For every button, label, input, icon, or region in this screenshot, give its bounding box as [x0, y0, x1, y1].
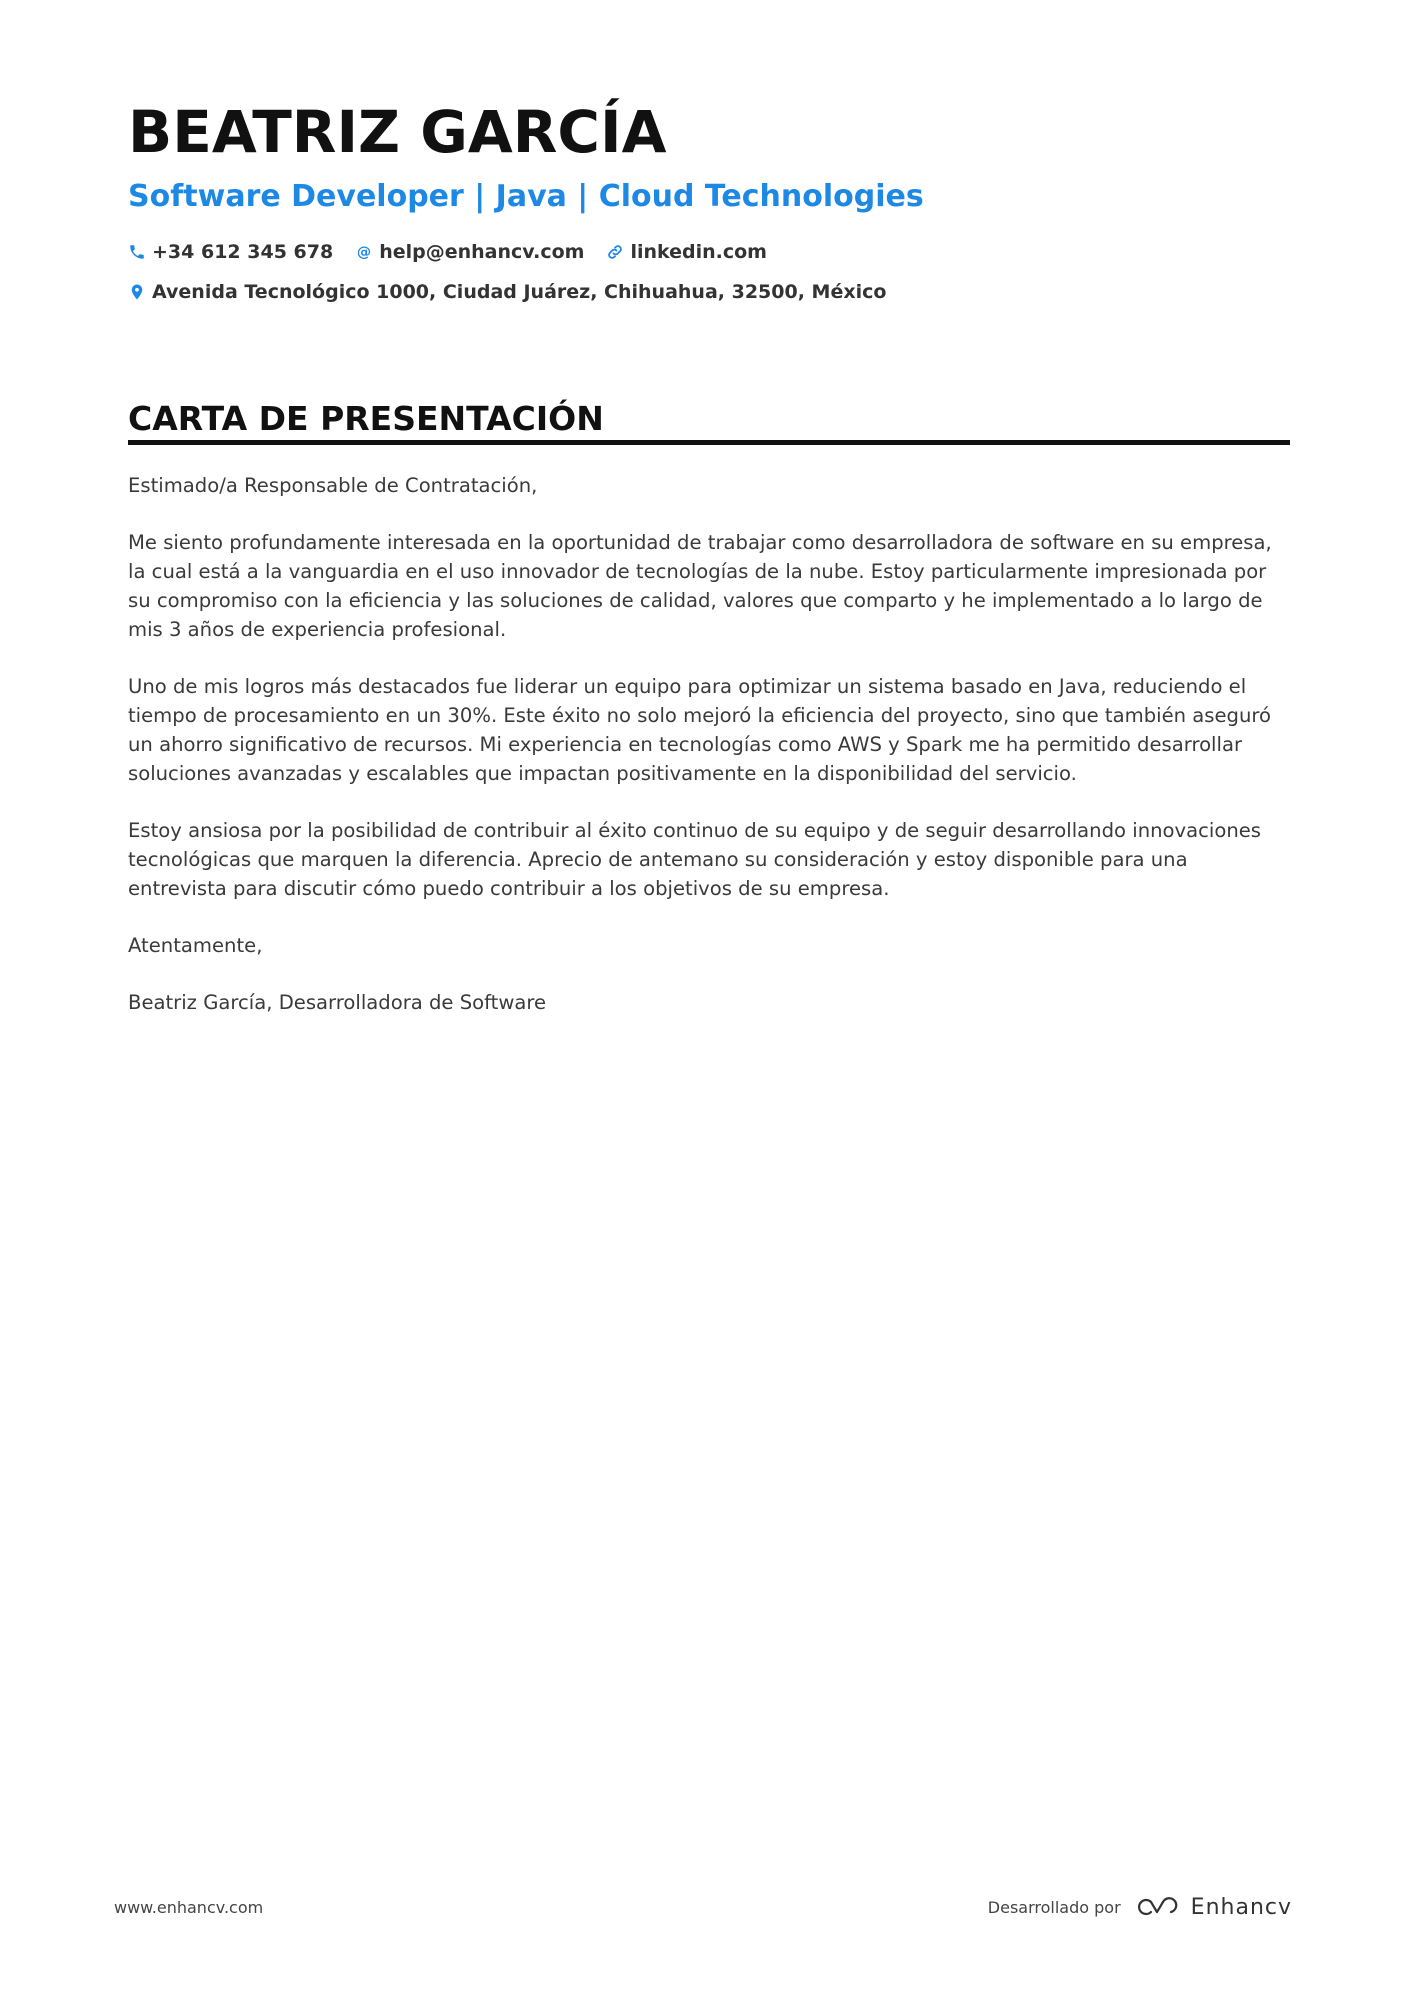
letter-paragraph: Me siento profundamente interesada en la oportunidad de trabajar como desarrolladora de software en su empresa, la cual está a la vanguardia en el uso innovador de tecnologías de la nube. Estoy particularmente impresionada por su compromiso con la eficiencia y las soluciones de calidad, valores que comparto y he implementado a lo largo de mis 3 años de experiencia profesional.	[128, 531, 1272, 642]
letter-greeting: Estimado/a Responsable de Contratación,	[128, 474, 538, 498]
linkedin-link[interactable]: linkedin.com	[630, 240, 767, 263]
letter-closing: Atentamente,	[128, 934, 263, 958]
phone-icon	[128, 243, 146, 261]
letter-paragraph: Uno de mis logros más destacados fue liderar un equipo para optimizar un sistema basado en Java, reduciendo el tiempo de procesamiento en un 30%. Este éxito no solo mejoró la eficiencia del proyecto, sino que también aseguró un ahorro significativo de recursos. Mi experiencia en tecnologías como AWS y Spark me ha permitido desarrollar soluciones avanzadas y escalables que impactan positivamente en la disponibilidad del servicio.	[128, 675, 1272, 786]
candidate-title: Software Developer | Java | Cloud Technologies	[128, 178, 924, 214]
location-pin-icon	[128, 283, 146, 301]
cover-letter-page	[128, 96, 1290, 1045]
link-icon	[606, 243, 624, 261]
phone-number: +34 612 345 678	[152, 240, 334, 263]
svg-text:@: @	[357, 244, 372, 260]
contact-row-primary	[128, 237, 1290, 267]
contact-email[interactable]	[355, 241, 584, 263]
contact-row-address	[128, 277, 1290, 307]
contact-linkedin[interactable]	[606, 241, 767, 263]
footer-website-link[interactable]: www.enhancv.com	[114, 1897, 264, 1917]
letter-signature: Beatriz García, Desarrolladora de Software	[128, 991, 547, 1015]
candidate-name: BEATRIZ GARCÍA	[128, 98, 667, 166]
contact-phone	[128, 241, 333, 263]
powered-by-label: Desarrollado por	[987, 1897, 1121, 1917]
letter-body	[128, 471, 1290, 1017]
enhancv-logo-icon[interactable]	[1133, 1893, 1181, 1921]
contact-address	[128, 281, 886, 303]
section-heading: CARTA DE PRESENTACIÓN	[128, 399, 1290, 446]
enhancv-brand-name[interactable]: Enhancv	[1190, 1894, 1292, 1920]
page-footer	[114, 1890, 1292, 1924]
footer-branding	[988, 1893, 1292, 1921]
at-icon	[355, 243, 373, 261]
letter-paragraph: Estoy ansiosa por la posibilidad de contribuir al éxito continuo de su equipo y de seguir desarrollando innovaciones tecnológicas que marquen la diferencia. Aprecio de antemano su consideración y estoy disponible para una entrevista para discutir cómo puedo contribuir a los objetivos de su empresa.	[128, 819, 1262, 901]
address-text: Avenida Tecnológico 1000, Ciudad Juárez, Chihuahua, 32500, México	[152, 280, 887, 303]
email-address[interactable]: help@enhancv.com	[379, 240, 585, 263]
